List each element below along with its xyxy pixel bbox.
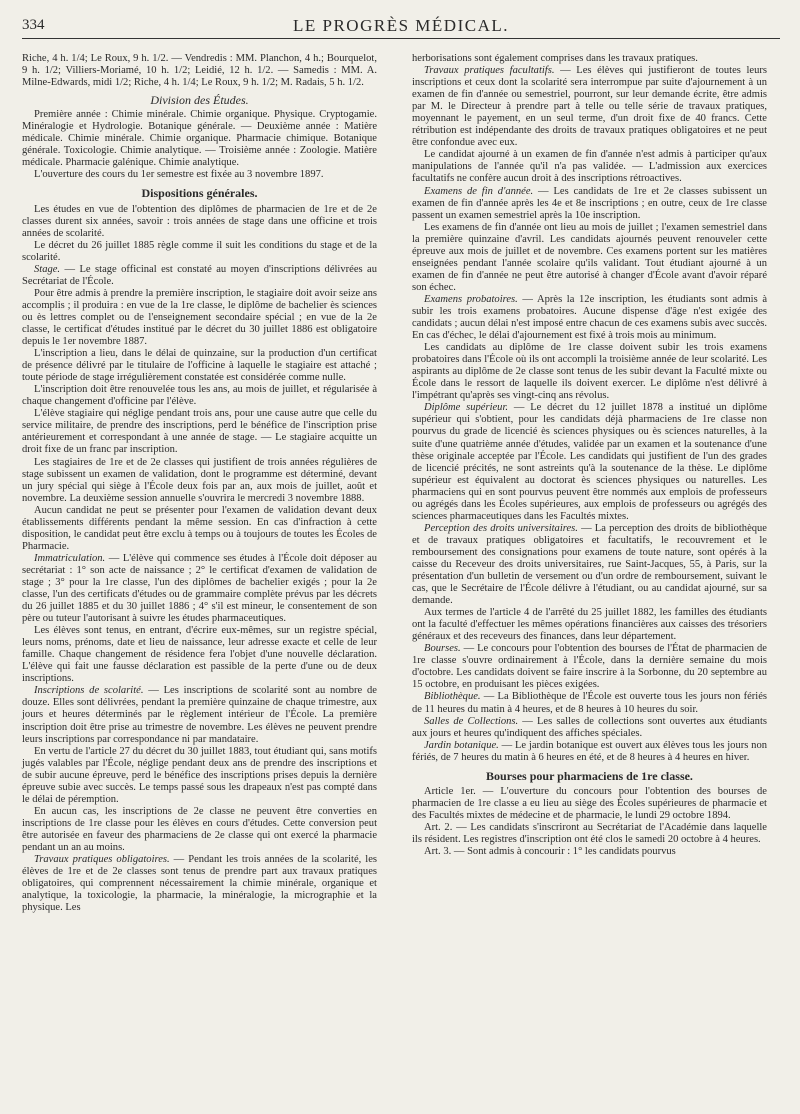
paragraph-text: L'inscription doit être renouvelée tous les ans, au mois de juillet, et régularisée à chaque changement d'officine par l'élève.	[22, 384, 377, 408]
run-in-heading: Bourses.	[424, 643, 461, 655]
paragraph	[412, 523, 767, 607]
paragraph-text: Art. 2. — Les candidats s'inscriront au Secrétariat de l'Académie dans laquelle ils résident. Les registres d'inscription ont été clos le samedi 20 octobre à 4 heures.	[412, 821, 767, 845]
run-in-heading: Bibliothèque.	[424, 691, 481, 703]
paragraph-text: L'élève stagiaire qui néglige pendant trois ans, pour une cause autre que celle du service militaire, de prendre des inscriptions, perd le bénéfice de l'inscription prise antérieurement et correspondant à une année de stage. — Le stagiaire acquitte un droit fixe de un franc par inscription.	[22, 408, 377, 456]
paragraph-text: Art. 3. — Sont admis à concourir : 1° les candidats pourvus	[424, 846, 676, 858]
section-subheading: Division des Études.	[150, 93, 249, 108]
run-in-heading: Examens de fin d'année.	[424, 185, 534, 197]
paragraph	[412, 53, 767, 65]
paragraph	[412, 643, 767, 691]
paragraph	[22, 264, 377, 288]
paragraph-text: — Après la 12e inscription, les étudiants sont admis à subir les trois examens probatoires. Aucune dispense d'âge n'est exigée des candidats ; aucun délai n'est imposé entre chacun de ces examens subis avec succès. En cas d'échec, le délai d'ajournement est fixé à trois mois au minimum.	[412, 293, 767, 342]
paragraph	[22, 408, 377, 456]
paragraph	[412, 65, 767, 149]
run-in-heading: Travaux pratiques obligatoires.	[34, 854, 170, 866]
paragraph-text: — Les candidats de 1re et 2e classes subissent un examen de fin d'année après les 4e et 8e inscriptions ; en outre, ceux de 1re classe passent un examen semestriel après la 10e inscription.	[412, 185, 768, 221]
run-in-heading: Diplôme supérieur.	[424, 402, 509, 414]
paragraph-text: — Les élèves qui justifieront de toutes leurs inscriptions et ceux dont la scolarité sera interrompue par suite d'ajournement à un examen de fin d'année ou semestriel, pourront, sur leur demande écrite, être admis par M. le Directeur à prendre part à telle ou telle série de travaux pratiques, moyennant le payement, en un seul terme, d'un droit fixe de 40 francs. Cette rétribution est indépendante des droits de travaux pratiques obligatoires et ne peut être confondue avec eux.	[412, 65, 767, 149]
paragraph-text: — Le concours pour l'obtention des bourses de l'État de pharmacien de 1re classe s'ouvre ordinairement à l'École, dans la dernière semaine du mois d'octobre. Les candidats doivent se faire inscrire à la Sorbonne, du 20 septembre au 15 octobre, en produisant les pièces exigées.	[412, 643, 767, 691]
paragraph-text: Première année : Chimie minérale. Chimie organique. Physique. Cryptogamie. Minéralogie et Hydrologie. Botanique générale. — Deuxième année : Matière médicale. Chimie minérale. Chimie organique. Pharmacie chimique. Botanique générale. Toxicologie. Chimie analytique. — Troisième année : Zoologie. Matière médicale. Pharmacie galénique. Chimie analytique.	[22, 109, 377, 169]
paragraph-text: Les stagiaires de 1re et de 2e classes qui justifient de trois années régulières de stage subissent un examen de validation, dont le programme est déterminé, devant un jury spécial qui siège à l'École deux fois par an, aux mois de juillet, août et novembre. La deuxième session annuelle s'ouvrira le mercredi 3 novembre 1888.	[22, 456, 377, 504]
paragraph	[22, 746, 377, 806]
paragraph-text: — La Bibliothèque de l'École est ouverte tous les jours non fériés de 11 heures du matin à 4 heures, et de 8 heures à 10 heures du soir.	[412, 691, 767, 715]
paragraph	[22, 553, 377, 625]
left-column	[22, 53, 377, 914]
paragraph	[412, 222, 767, 294]
paragraph	[412, 846, 767, 858]
paragraph-text: L'ouverture des cours du 1er semestre est fixée au 3 novembre 1897.	[34, 169, 324, 181]
paragraph-text: — Les salles de collections sont ouvertes aux étudiants aux jours et heures qu'indiquent des affiches spéciales.	[412, 715, 767, 739]
paragraph-text: En aucun cas, les inscriptions de 2e classe ne peuvent être converties en inscriptions de 1re classe pour les élèves en cours d'études. Cette conversion peut être autorisée en faveur des pharmaciens de 2e classe qui ont exercé la pharmacie pendant un an au moins.	[22, 805, 377, 853]
paragraph-text: — Le jardin botanique est ouvert aux élèves tous les jours non fériés, de 7 heures du matin à 6 heures en été, et de 8 heures à 4 heures en hiver.	[412, 739, 767, 763]
paragraph-text: — L'élève qui commence ses études à l'École doit déposer au secrétariat : 1° son acte de naissance ; 2° le certificat d'examen de validation de stage ; 3° pour la 1re classe, l'un des diplômes de bachelier exigés ; pour la 2e classe, l'un des certificats d'études ou de grammaire complète prévus par les décrets du 26 juillet 1885 et du 30 juillet 1886 ; 4° s'il est mineur, le consentement de son père ou tuteur l'autorisant à suivre les études pharmaceutiques.	[22, 552, 377, 625]
paragraph-text: Le décret du 26 juillet 1885 règle comme il suit les conditions du stage et de la scolarité.	[22, 239, 377, 263]
paragraph	[22, 505, 377, 553]
run-in-heading: Travaux pratiques facultatifs.	[424, 65, 555, 77]
paragraph-text: Les candidats au diplôme de 1re classe doivent subir les trois examens probatoires dans l'École où ils ont accompli la troisième année de leur scolarité. Les aspirants au diplôme de 2e classe sont tenus de les subir devant la Faculté mixte ou École dans le ressort de laquelle ils doivent exercer. Le diplôme n'est délivré à l'impétrant qu'après ses vingt-cinq ans révolus.	[412, 342, 767, 402]
run-in-heading: Inscriptions de scolarité.	[34, 685, 144, 697]
paragraph	[22, 457, 377, 505]
run-in-heading: Stage.	[34, 263, 61, 275]
paragraph	[22, 53, 377, 89]
run-in-heading: Perception des droits universitaires.	[424, 522, 578, 534]
paragraph	[412, 786, 767, 822]
paragraph	[22, 288, 377, 348]
paragraph	[412, 822, 767, 846]
section-heading: Dispositions générales.	[141, 186, 258, 201]
paragraph	[22, 685, 377, 745]
paragraph	[22, 109, 377, 169]
page-header	[22, 14, 780, 39]
paragraph-text: — Pendant les trois années de la scolarité, les élèves de 1re et de 2e classes sont tenus de prendre part aux travaux pratiques obligatoires, qui comprennent nécessairement la chimie minérale, organique et analytique, la toxicologie, la pharmacie, la minéralogie, la micrographie et la physique. Les	[22, 854, 378, 914]
paragraph-text: Pour être admis à prendre la première inscription, le stagiaire doit avoir seize ans accomplis ; il produira : en vue de la 1re classe, le diplôme de bachelier ès sciences ou ès lettres complet ou de l'enseignement secondaire spécial ; en vue de la 2e classe, le certificat d'études institué par le décret du 30 juillet 1886 est obligatoire depuis le 1er novembre 1887.	[22, 287, 377, 348]
journal-title: LE PROGRÈS MÉDICAL.	[293, 16, 509, 35]
paragraph	[22, 169, 377, 181]
paragraph	[22, 240, 377, 264]
paragraph	[412, 149, 767, 185]
paragraph	[412, 740, 767, 764]
paragraph	[412, 402, 767, 522]
paragraph	[22, 625, 377, 685]
paragraph-text: Le candidat ajourné à un examen de fin d'année n'est admis à participer qu'aux manipulations de l'année qu'il n'a pas validée. — L'admission aux exercices facultatifs ne confère aucun droit à des inscriptions rétroactives.	[412, 149, 767, 185]
page-number: 334	[22, 17, 45, 33]
paragraph-text: Aucun candidat ne peut se présenter pour l'examen de validation devant deux établissements différents pendant la même session. En cas d'infraction à cette disposition, le candidat peut être exclu à temps ou à toujours de toutes les Écoles de Pharmacie.	[22, 504, 377, 552]
paragraph-text: Les examens de fin d'année ont lieu au mois de juillet ; l'examen semestriel dans la première quinzaine d'avril. Les candidats ajournés peuvent renouveler cette épreuve aux mois de juillet et de novembre. Ces examens portent sur les matières enseignées pendant l'année scolaire qu'ils validant. Tout étudiant ajourné à un examen de fin d'année ne peut être autorisé à changer d'École avant d'avoir réparé son échec.	[412, 221, 767, 293]
paragraph	[22, 806, 377, 854]
paragraph	[412, 186, 767, 222]
section-heading: Bourses pour pharmaciens de 1re classe.	[486, 768, 693, 783]
paragraph	[412, 607, 767, 643]
paragraph-text: — Le décret du 12 juillet 1878 a institué un diplôme supérieur qui s'obtient, pour les candidats déjà pharmaciens de 1re classe non pourvus du grade de licencié ès sciences physiques ou ès sciences naturelles, à la suite d'une quatrième année d'études, validée par un examen et la soutenance d'une thèse originale acceptée par l'École. Les candidats qui justifient de l'un des grades de licencié précités, ne sont astreints qu'à la soutenance de la thèse. Le diplôme supérieur est équivalent au doctorat ès sciences physiques ou naturelles. Les pharmaciens qui en sont pourvus peuvent être nommés aux emplois de professeurs ou agrégés dans les Écoles supérieures, aux emplois de professeurs ou agrégés des sciences pharmaceutiques dans les Facultés mixtes.	[412, 402, 767, 522]
run-in-heading: Jardin botanique.	[424, 739, 499, 751]
paragraph	[22, 348, 377, 384]
paragraph-text: herborisations sont également comprises dans les travaux pratiques.	[412, 53, 698, 64]
run-in-heading: Examens probatoires.	[424, 293, 518, 305]
paragraph-text: Riche, 4 h. 1/4; Le Roux, 9 h. 1/2. — Vendredis : MM. Planchon, 4 h.; Bourquelot, 9 h. 1/2; Villiers-Moriamé, 10 h. 1/2; Leidié, 12 h. 1/2. — Samedis : MM. A. Milne-Edwards, midi 1/2; Riche, 4 h. 1/4; Le Roux, 9 h. 1/2; M. Radais, 5 h. 1/2.	[22, 53, 377, 89]
run-in-heading: Immatriculation.	[34, 552, 106, 564]
paragraph-text: Aux termes de l'article 4 de l'arrêté du 25 juillet 1882, les familles des étudiants ont la faculté d'effectuer les mêmes opérations financières aux caisses des trésoriers généraux et des receveurs des finances, dans leur département.	[412, 607, 767, 643]
paragraph	[412, 294, 767, 342]
paragraph-text: Les élèves sont tenus, en entrant, d'écrire eux-mêmes, sur un registre spécial, leurs noms, prénoms, date et lieu de naissance, leur adresse exacte et celle de leur famille. Chaque changement de résidence fera l'objet d'une nouvelle déclaration. L'élève qui fait une fausse déclaration est passible de la perte d'une ou de deux inscriptions.	[22, 625, 377, 685]
paragraph	[412, 691, 767, 715]
paragraph-text: — La perception des droits de bibliothèque et de travaux pratiques obligatoires et facultatifs, le recouvrement et le remboursement des consignations pour examens de toute nature, sont opérés à la caisse du Receveur des droits universitaires, rue Saint-Jacques, 55, à Paris, sur la présentation d'un bulletin de versement ou d'un ordre de remboursement, suivant le cas, que le Secrétaire de l'École délivre à l'étudiant, ou au candidat ajourné, sur sa demande.	[412, 522, 767, 607]
paragraph-text: En vertu de l'article 27 du décret du 30 juillet 1883, tout étudiant qui, sans motifs jugés valables par l'École, néglige pendant deux ans de prendre des inscriptions et de subir aucune épreuve, perd le bénéfice des inscriptions prises depuis la dernière épreuve subie avec succès. Le temps passé sous les drapeaux n'est pas compté dans le délai de péremption.	[22, 745, 377, 805]
paragraph	[412, 342, 767, 402]
right-column	[412, 53, 767, 858]
paragraph	[22, 854, 377, 914]
paragraph-text: Les études en vue de l'obtention des diplômes de pharmacien de 1re et de 2e classes durent six années, savoir : trois années de stage dans une officine et trois années de scolarité.	[22, 203, 377, 239]
paragraph	[412, 716, 767, 740]
paragraph-text: L'inscription a lieu, dans le délai de quinzaine, sur la production d'un certificat de présence délivré par le titulaire de l'officine à laquelle le stagiaire est attaché ; toute période de stage irrégulièrement constatée est considérée comme nulle.	[22, 348, 377, 384]
paragraph-text: — Les inscriptions de scolarité sont au nombre de douze. Elles sont délivrées, pendant la première quinzaine de chaque trimestre, aux jours et heures déterminés par le règlement intérieur de l'École. La première inscription doit être prise au trimestre de novembre. Les élèves ne peuvent prendre leurs inscriptions par correspondance ni par mandataire.	[22, 685, 377, 745]
run-in-heading: Salles de Collections.	[424, 715, 519, 727]
paragraph	[22, 204, 377, 240]
paragraph-text: — Le stage officinal est constaté au moyen d'inscriptions délivrées au Secrétariat de l'École.	[22, 263, 377, 287]
paragraph-text: Article 1er. — L'ouverture du concours pour l'obtention des bourses de pharmacien de 1re classe a eu lieu au siège des Écoles supérieures de pharmacie et des Facultés mixtes de médecine et de pharmacie, le lundi 29 octobre 1894.	[412, 785, 767, 821]
paragraph	[22, 384, 377, 408]
